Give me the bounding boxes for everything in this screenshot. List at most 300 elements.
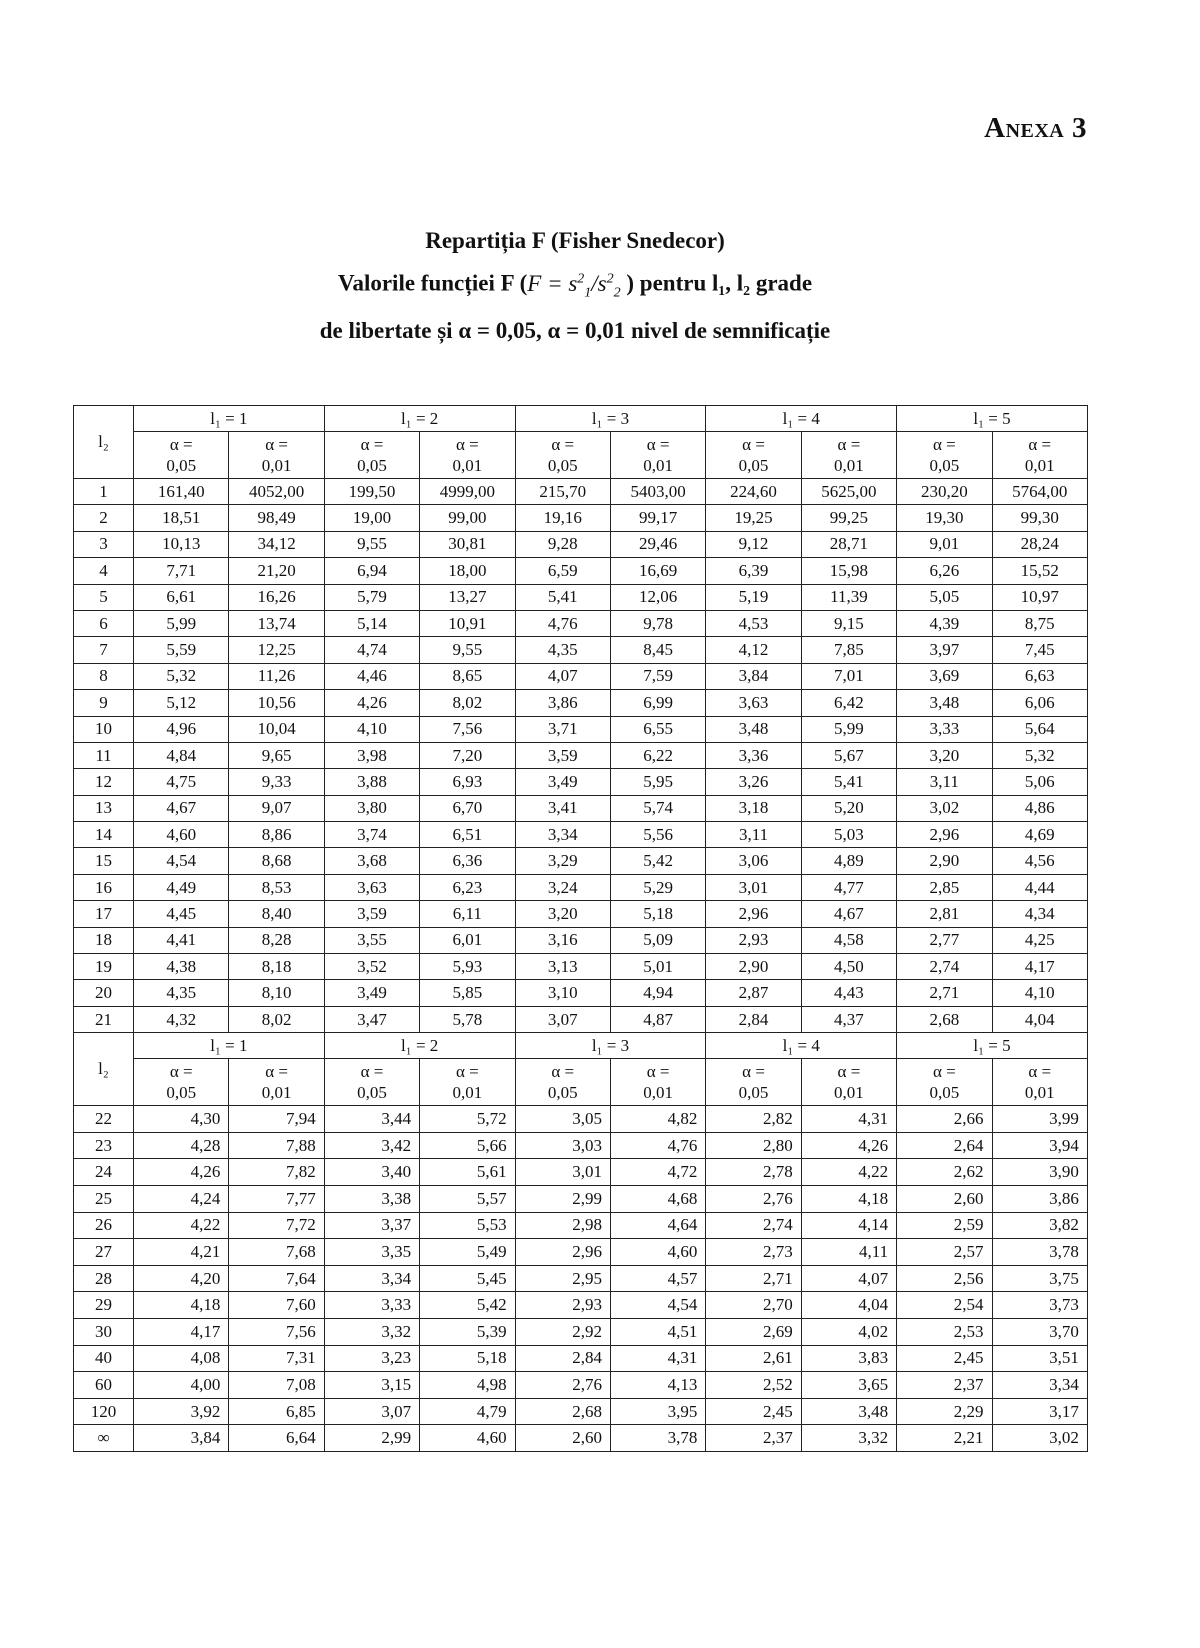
f-value: 3,47 [324, 1006, 419, 1032]
f-value: 3,82 [992, 1212, 1087, 1239]
table-row [74, 1212, 1088, 1239]
l2-value: 14 [74, 822, 134, 848]
formula-slash: /s [591, 270, 607, 296]
f-value: 4,34 [992, 901, 1087, 927]
f-value: 2,99 [324, 1425, 419, 1452]
alpha-label: α = 0,01 [420, 432, 515, 479]
formula-sup-2: 2 [606, 271, 614, 286]
l2-value: 10 [74, 716, 134, 742]
f-value: 4999,00 [420, 479, 515, 505]
f-value: 8,45 [610, 637, 705, 663]
f-value: 161,40 [134, 479, 229, 505]
alpha-label: α = 0,05 [324, 1059, 419, 1106]
f-value: 4,07 [801, 1265, 896, 1292]
f-value: 4,17 [992, 954, 1087, 980]
l2-value: 8 [74, 663, 134, 689]
f-value: 4,38 [134, 954, 229, 980]
formula-sub-1: 1 [584, 285, 592, 301]
row-header-l2: l₂ [74, 406, 134, 479]
f-value: 9,55 [324, 531, 419, 557]
f-value: 3,94 [992, 1132, 1087, 1159]
f-value: 3,32 [801, 1425, 896, 1452]
f-value: 5,45 [420, 1265, 515, 1292]
f-value: 2,92 [515, 1318, 610, 1345]
f-value: 29,46 [610, 531, 705, 557]
f-value: 4,31 [610, 1345, 705, 1372]
f-value: 8,65 [420, 663, 515, 689]
f-value: 5,32 [134, 663, 229, 689]
f-value: 3,37 [324, 1212, 419, 1239]
alpha-label: α = 0,01 [229, 1059, 324, 1106]
table-row [74, 822, 1088, 848]
f-value: 10,04 [229, 716, 324, 742]
title-line-3: de libertate și α = 0,05, α = 0,01 nivel de semnificație [319, 318, 831, 344]
group-header-l1-1: l₁ = 1 [134, 406, 325, 432]
table-row [74, 558, 1088, 584]
row-header-l2: l₂ [74, 1033, 134, 1106]
f-value: 5,49 [420, 1239, 515, 1266]
f-value: 3,40 [324, 1159, 419, 1186]
f-value: 2,59 [897, 1212, 992, 1239]
f-value: 4,60 [610, 1239, 705, 1266]
f-value: 2,60 [897, 1185, 992, 1212]
f-value: 5,95 [610, 769, 705, 795]
alpha-label: α = 0,01 [610, 1059, 705, 1106]
f-value: 4,72 [610, 1159, 705, 1186]
f-value: 7,01 [801, 663, 896, 689]
table-row [74, 637, 1088, 663]
f-value: 4,89 [801, 848, 896, 874]
f-value: 4,14 [801, 1212, 896, 1239]
f-value: 7,94 [229, 1106, 324, 1133]
table-row [74, 663, 1088, 689]
f-value: 4,87 [610, 1006, 705, 1032]
f-value: 9,15 [801, 610, 896, 636]
l2-value: 3 [74, 531, 134, 557]
f-value: 5403,00 [610, 479, 705, 505]
title-line-1: Repartiția F (Fisher Snedecor) [425, 228, 725, 253]
f-value: 3,23 [324, 1345, 419, 1372]
group-header-l1-3: l₁ = 3 [515, 406, 706, 432]
f-value: 3,63 [324, 874, 419, 900]
f-value: 19,30 [897, 505, 992, 531]
f-value: 18,51 [134, 505, 229, 531]
f-value: 3,02 [897, 795, 992, 821]
f-value: 30,81 [420, 531, 515, 557]
l2-value: 22 [74, 1106, 134, 1133]
f-value: 4,10 [324, 716, 419, 742]
f-value: 2,37 [897, 1372, 992, 1399]
f-value: 2,21 [897, 1425, 992, 1452]
f-value: 4,76 [610, 1132, 705, 1159]
l2-value: 12 [74, 769, 134, 795]
f-value: 3,11 [706, 822, 801, 848]
l2-value: 16 [74, 874, 134, 900]
l2-value: 5 [74, 584, 134, 610]
l2-value: 60 [74, 1372, 134, 1399]
l2-value: 17 [74, 901, 134, 927]
alpha-label: α = 0,01 [610, 432, 705, 479]
alpha-label: α = 0,05 [897, 432, 992, 479]
f-value: 3,20 [515, 901, 610, 927]
f-value: 5,67 [801, 742, 896, 768]
f-value: 4,04 [992, 1006, 1087, 1032]
table-row [74, 690, 1088, 716]
f-value: 2,68 [515, 1398, 610, 1425]
alpha-header-row [74, 432, 1088, 479]
alpha-label: α = 0,01 [801, 432, 896, 479]
alpha-label: α = 0,05 [706, 1059, 801, 1106]
f-value: 3,35 [324, 1239, 419, 1266]
f-value: 3,99 [992, 1106, 1087, 1133]
f-value: 3,68 [324, 848, 419, 874]
group-header-row [74, 406, 1088, 432]
f-value: 3,74 [324, 822, 419, 848]
f-value: 3,88 [324, 769, 419, 795]
f-value: 2,45 [897, 1345, 992, 1372]
f-value: 2,74 [897, 954, 992, 980]
f-value: 21,20 [229, 558, 324, 584]
f-value: 3,06 [706, 848, 801, 874]
l2-value: 21 [74, 1006, 134, 1032]
f-value: 4,39 [897, 610, 992, 636]
f-value: 2,90 [897, 848, 992, 874]
table-row [74, 848, 1088, 874]
table-row [74, 479, 1088, 505]
f-value: 3,24 [515, 874, 610, 900]
f-value: 4,57 [610, 1265, 705, 1292]
group-header-l1-1: l₁ = 1 [134, 1033, 325, 1059]
f-value: 8,02 [229, 1006, 324, 1032]
group-header-l1-3: l₁ = 3 [515, 1033, 706, 1059]
alpha-label: α = 0,05 [897, 1059, 992, 1106]
f-value: 4,75 [134, 769, 229, 795]
f-value: 34,12 [229, 531, 324, 557]
f-value: 5,66 [420, 1132, 515, 1159]
f-value: 3,59 [324, 901, 419, 927]
f-value: 5,12 [134, 690, 229, 716]
f-value: 2,95 [515, 1265, 610, 1292]
group-header-l1-5: l₁ = 5 [897, 406, 1088, 432]
table-row [74, 1425, 1088, 1452]
f-value: 98,49 [229, 505, 324, 531]
f-value: 4,25 [992, 927, 1087, 953]
f-value: 16,26 [229, 584, 324, 610]
f-value: 4,74 [324, 637, 419, 663]
formula [527, 270, 621, 301]
f-value: 4,77 [801, 874, 896, 900]
f-value: 4,54 [134, 848, 229, 874]
f-value: 4,44 [992, 874, 1087, 900]
f-value: 19,16 [515, 505, 610, 531]
f-value: 2,78 [706, 1159, 801, 1186]
f-value: 3,48 [801, 1398, 896, 1425]
f-value: 7,82 [229, 1159, 324, 1186]
f-value: 6,01 [420, 927, 515, 953]
f-value: 2,73 [706, 1239, 801, 1266]
table-row [74, 795, 1088, 821]
f-value: 4,54 [610, 1292, 705, 1319]
f-value: 4,94 [610, 980, 705, 1006]
f-value: 4,56 [992, 848, 1087, 874]
f-value: 5,05 [897, 584, 992, 610]
f-value: 2,82 [706, 1106, 801, 1133]
f-value: 5,01 [610, 954, 705, 980]
f-value: 4,60 [420, 1425, 515, 1452]
f-value: 4,12 [706, 637, 801, 663]
l2-value: 6 [74, 610, 134, 636]
f-value: 6,94 [324, 558, 419, 584]
f-value: 5,29 [610, 874, 705, 900]
f-value: 3,51 [992, 1345, 1087, 1372]
f-value: 4,84 [134, 742, 229, 768]
f-value: 3,02 [992, 1425, 1087, 1452]
group-header-l1-2: l₁ = 2 [324, 1033, 515, 1059]
f-value: 2,90 [706, 954, 801, 980]
f-value: 10,91 [420, 610, 515, 636]
f-value: 3,98 [324, 742, 419, 768]
f-value: 2,61 [706, 1345, 801, 1372]
f-value: 4,98 [420, 1372, 515, 1399]
f-value: 13,27 [420, 584, 515, 610]
f-value: 4,10 [992, 980, 1087, 1006]
f-value: 4,21 [134, 1239, 229, 1266]
f-value: 6,23 [420, 874, 515, 900]
f-value: 4,13 [610, 1372, 705, 1399]
f-value: 2,68 [897, 1006, 992, 1032]
f-value: 2,62 [897, 1159, 992, 1186]
f-value: 5,72 [420, 1106, 515, 1133]
f-value: 3,11 [897, 769, 992, 795]
f-value: 3,29 [515, 848, 610, 874]
f-value: 12,25 [229, 637, 324, 663]
f-value: 5,56 [610, 822, 705, 848]
f-value: 4,22 [801, 1159, 896, 1186]
f-value: 3,63 [706, 690, 801, 716]
group-header-row [74, 1033, 1088, 1059]
l2-value: 1 [74, 479, 134, 505]
f-value: 2,71 [897, 980, 992, 1006]
f-value: 7,77 [229, 1185, 324, 1212]
f-value: 4,26 [134, 1159, 229, 1186]
f-value: 3,90 [992, 1159, 1087, 1186]
f-value: 3,34 [992, 1372, 1087, 1399]
f-value: 3,78 [992, 1239, 1087, 1266]
f-value: 3,69 [897, 663, 992, 689]
f-value: 99,00 [420, 505, 515, 531]
l2-value: 11 [74, 742, 134, 768]
alpha-label: α = 0,05 [134, 432, 229, 479]
f-value: 6,63 [992, 663, 1087, 689]
f-value: 2,74 [706, 1212, 801, 1239]
l2-value: 4 [74, 558, 134, 584]
table-row [74, 505, 1088, 531]
f-value: 2,70 [706, 1292, 801, 1319]
f-value: 215,70 [515, 479, 610, 505]
f-value: 4,51 [610, 1318, 705, 1345]
f-value: 7,88 [229, 1132, 324, 1159]
l2-value: 28 [74, 1265, 134, 1292]
f-value: 2,96 [706, 901, 801, 927]
f-value: 3,55 [324, 927, 419, 953]
f-value: 3,38 [324, 1185, 419, 1212]
f-value: 5,41 [515, 584, 610, 610]
f-value: 3,48 [706, 716, 801, 742]
f-value: 2,71 [706, 1265, 801, 1292]
table-row [74, 1292, 1088, 1319]
f-value: 5,09 [610, 927, 705, 953]
f-value: 6,11 [420, 901, 515, 927]
f-value: 3,80 [324, 795, 419, 821]
f-value: 5,18 [420, 1345, 515, 1372]
table-row [74, 610, 1088, 636]
f-value: 4,43 [801, 980, 896, 1006]
table-row [74, 716, 1088, 742]
group-header-l1-2: l₁ = 2 [324, 406, 515, 432]
table-row [74, 954, 1088, 980]
f-value: 28,71 [801, 531, 896, 557]
f-value: 7,71 [134, 558, 229, 584]
f-value: 4,50 [801, 954, 896, 980]
f-value: 5,20 [801, 795, 896, 821]
f-value: 4,26 [324, 690, 419, 716]
f-value: 3,95 [610, 1398, 705, 1425]
f-value: 4,58 [801, 927, 896, 953]
f-value: 3,07 [515, 1006, 610, 1032]
f-value: 4,46 [324, 663, 419, 689]
f-value: 11,39 [801, 584, 896, 610]
f-value: 4,41 [134, 927, 229, 953]
f-value: 4,18 [801, 1185, 896, 1212]
alpha-label: α = 0,05 [706, 432, 801, 479]
f-value: 2,53 [897, 1318, 992, 1345]
f-value: 3,71 [515, 716, 610, 742]
f-value: 4,37 [801, 1006, 896, 1032]
f-value: 5,53 [420, 1212, 515, 1239]
alpha-label: α = 0,05 [134, 1059, 229, 1106]
f-value: 15,52 [992, 558, 1087, 584]
f-value: 5,61 [420, 1159, 515, 1186]
f-value: 4,53 [706, 610, 801, 636]
f-value: 6,39 [706, 558, 801, 584]
f-value: 6,55 [610, 716, 705, 742]
f-value: 199,50 [324, 479, 419, 505]
l2-value: 15 [74, 848, 134, 874]
f-value: 8,18 [229, 954, 324, 980]
f-value: 4,32 [134, 1006, 229, 1032]
title-line-2 [0, 260, 1150, 312]
f-value: 4,26 [801, 1132, 896, 1159]
f-value: 8,40 [229, 901, 324, 927]
f-value: 5,18 [610, 901, 705, 927]
f-value: 2,77 [897, 927, 992, 953]
f-value: 3,18 [706, 795, 801, 821]
f-value: 5,42 [610, 848, 705, 874]
alpha-label: α = 0,01 [992, 1059, 1087, 1106]
l2-value: 7 [74, 637, 134, 663]
f-value: 18,00 [420, 558, 515, 584]
f-value: 2,76 [706, 1185, 801, 1212]
f-value: 9,07 [229, 795, 324, 821]
table-row [74, 1372, 1088, 1399]
f-value: 3,75 [992, 1265, 1087, 1292]
table-row [74, 1265, 1088, 1292]
f-value: 6,99 [610, 690, 705, 716]
f-value: 5,57 [420, 1185, 515, 1212]
f-value: 6,64 [229, 1425, 324, 1452]
f-value: 3,33 [324, 1292, 419, 1319]
f-value: 5625,00 [801, 479, 896, 505]
f-value: 3,84 [706, 663, 801, 689]
f-value: 12,06 [610, 584, 705, 610]
f-value: 3,34 [515, 822, 610, 848]
f-value: 3,13 [515, 954, 610, 980]
table-row [74, 1132, 1088, 1159]
f-value: 5764,00 [992, 479, 1087, 505]
group-header-l1-5: l₁ = 5 [897, 1033, 1088, 1059]
f-value: 4,30 [134, 1106, 229, 1133]
f-value: 4,49 [134, 874, 229, 900]
f-value: 9,33 [229, 769, 324, 795]
l2-value: 26 [74, 1212, 134, 1239]
group-header-l1-4: l₁ = 4 [706, 406, 897, 432]
f-value: 4,67 [801, 901, 896, 927]
f-value: 3,42 [324, 1132, 419, 1159]
f-value: 8,02 [420, 690, 515, 716]
f-value: 8,10 [229, 980, 324, 1006]
f-value: 5,14 [324, 610, 419, 636]
f-value: 99,17 [610, 505, 705, 531]
formula-eq: = s [541, 270, 578, 296]
f-value: 3,33 [897, 716, 992, 742]
f-value: 2,45 [706, 1398, 801, 1425]
f-value: 8,28 [229, 927, 324, 953]
f-value: 2,93 [706, 927, 801, 953]
f-value: 4,82 [610, 1106, 705, 1133]
f-value: 2,80 [706, 1132, 801, 1159]
f-value: 4,35 [515, 637, 610, 663]
l2-value: 25 [74, 1185, 134, 1212]
l2-value: 20 [74, 980, 134, 1006]
f-value: 7,59 [610, 663, 705, 689]
f-value: 3,01 [706, 874, 801, 900]
f-value: 4,17 [134, 1318, 229, 1345]
f-value: 28,24 [992, 531, 1087, 557]
f-value: 5,78 [420, 1006, 515, 1032]
table-row [74, 742, 1088, 768]
f-value: 5,85 [420, 980, 515, 1006]
annex-label: Anexa 3 [984, 112, 1087, 144]
f-value: 16,69 [610, 558, 705, 584]
f-value: 6,85 [229, 1398, 324, 1425]
f-value: 2,29 [897, 1398, 992, 1425]
f-value: 4,04 [801, 1292, 896, 1319]
f-value: 6,22 [610, 742, 705, 768]
f-value: 5,03 [801, 822, 896, 848]
l2-value: 19 [74, 954, 134, 980]
f-value: 5,32 [992, 742, 1087, 768]
f-value: 7,45 [992, 637, 1087, 663]
f-value: 2,52 [706, 1372, 801, 1399]
f-value: 5,74 [610, 795, 705, 821]
l2-value: 13 [74, 795, 134, 821]
f-value: 4,02 [801, 1318, 896, 1345]
f-value: 2,64 [897, 1132, 992, 1159]
f-value: 4,96 [134, 716, 229, 742]
table-row [74, 1185, 1088, 1212]
f-value: 10,13 [134, 531, 229, 557]
f-value: 7,20 [420, 742, 515, 768]
